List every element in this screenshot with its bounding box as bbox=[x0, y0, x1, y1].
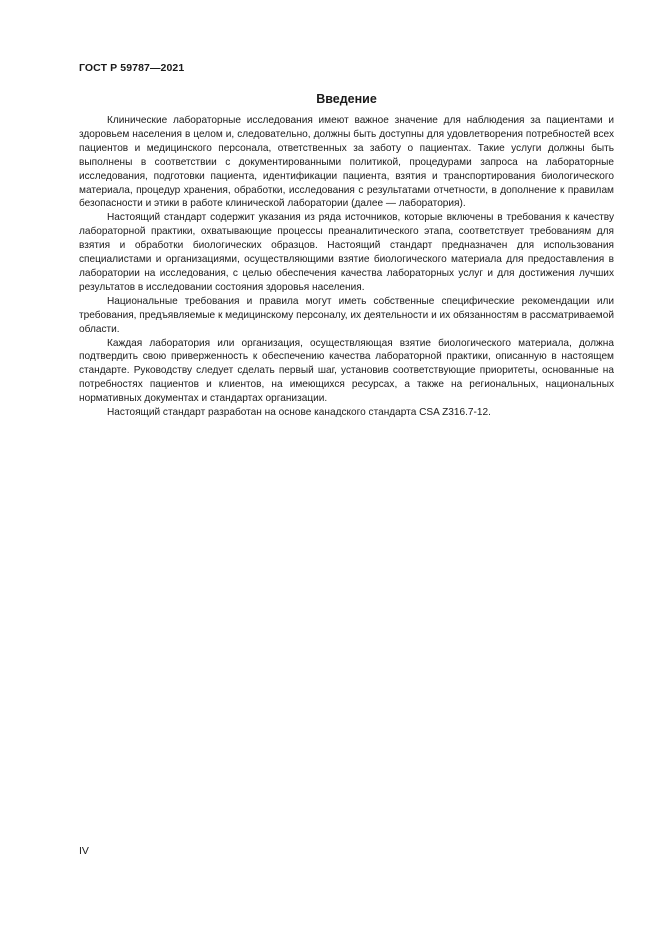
page-number: IV bbox=[79, 845, 89, 857]
document-header: ГОСТ Р 59787—2021 bbox=[79, 62, 185, 74]
paragraph: Каждая лаборатория или организация, осуществляющая взятие биологического материала, должна подтвердить свою приверженность к обеспечению качества лабораторной практики, описанную в настоящем стандарте. Руководству следует сделать первый шаг, установив соответствующие приоритеты, основанные на потребностях пациентов и клиентов, на имеющихся ресурсах, а также на региональных, национальных нормативных документах и стандартах организации. bbox=[79, 337, 614, 405]
paragraph: Клинические лабораторные исследования имеют важное значение для наблюдения за пациентами и здоровьем населения в целом и, следовательно, должны быть доступны для удовлетворения потребностей всех пациентов и медицинского персонала, ответственных за заботу о пациентах. Такие услуги должны быть выполнены в соответствии с документированными политикой, процедурами запроса на лабораторные исследования, подготовки пациента, идентификации пациента, взятия и транспортирования биологического материала, процедур хранения, обработки, исследования с результатами отчетности, в дополнение к правилам безопасности и этики в работе клинической лаборатории (далее — лаборатория). bbox=[79, 115, 614, 210]
paragraph: Настоящий стандарт содержит указания из ряда источников, которые включены в требования к качеству лабораторной практики, охватывающие процессы преаналитического этапа, соответствует требованиям для взятия и обработки биологических образцов. Настоящий стандарт предназначен для использования специалистами и организациями, осуществляющими взятие биологического материала для предоставления в лаборатории на исследования, с целью обеспечения качества лабораторных услуг и для достижения лучших результатов в исследовании состояния здоровья населения. bbox=[79, 212, 614, 293]
section-body bbox=[79, 114, 614, 420]
section-title: Введение bbox=[316, 92, 377, 106]
paragraph: Настоящий стандарт разработан на основе канадского стандарта CSA Z316.7-12. bbox=[107, 407, 491, 419]
paragraph: Национальные требования и правила могут иметь собственные специфические рекомендации или требования, предъявляемые к медицинскому персоналу, их деятельности и их обязанностям в рассматриваемой области. bbox=[79, 295, 614, 335]
